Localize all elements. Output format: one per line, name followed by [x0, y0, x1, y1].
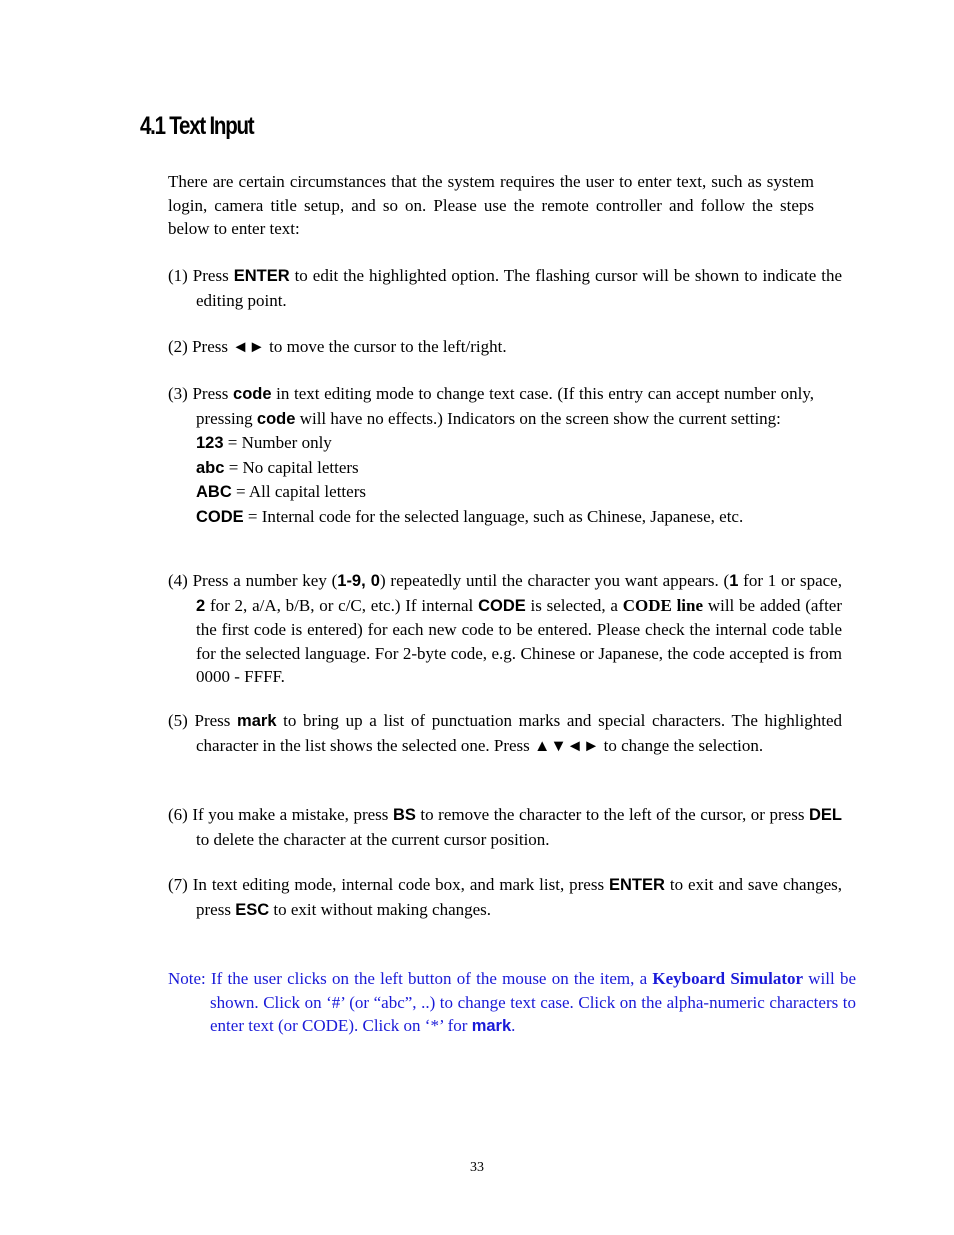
step-4: (4) Press a number key (1-9, 0) repeatedly until the character you want appears. (1 for 1 or space, 2 for 2, a/A, b/B, or c/C, etc.) If internal CODE is selected, a CODE line will be added (after the first code is entered) for each new code to be entered. Please check the internal code table for the selected language. For 2-byte code, e.g. Chinese or Japanese, the code accepted is from 0000 - FFFF. — [168, 571, 843, 686]
intro-paragraph: There are certain circumstances that the system requires the user to enter text, such as system login, camera title setup, and so on. Please use the remote controller and follow the steps below to enter text: — [168, 172, 814, 238]
mode-abc: abc = No capital letters — [196, 457, 359, 477]
mode-123: 123 = Number only — [196, 433, 332, 452]
key-del: DEL — [809, 806, 842, 824]
key-bs: BS — [392, 806, 416, 824]
key-code: code — [256, 409, 296, 428]
key-code: code — [233, 385, 272, 403]
mode-ABC: ABC = All capital letters — [196, 482, 366, 501]
key-enter: ENTER — [233, 267, 290, 285]
note-paragraph: Note: If the user clicks on the left button of the mouse on the item, a Keyboard Simulator will be shown. Click on ‘#’ (or “abc”, ..) to change text case. Click on the alpha-numeric characters to enter text (or CODE). Click on ‘*’ for mark. — [168, 969, 856, 1035]
mode-code: CODE = Internal code for the selected language, such as Chinese, Japanese, etc. — [196, 506, 744, 526]
step-6: (6) If you make a mistake, press BS to remove the character to the left of the cursor, or press DEL to delete the character at the current cursor position. — [168, 805, 842, 849]
left-right-arrow-icon: ◄► — [232, 338, 265, 356]
step-5: (5) Press mark to bring up a list of punctuation marks and special characters. The highlighted character in the list shows the selected one. Press ▲▼◄► to change the selection. — [168, 711, 842, 755]
page-number: 33 — [470, 1160, 484, 1175]
key-mark: mark — [237, 712, 277, 730]
step-3: (3) Press code in text editing mode to change text case. (If this entry can accept number only, pressing code will have no effects.) Indicators on the screen show the current setting: 123 = Number only abc = No capital letters ABC = All capital letters CODE = Internal code for the selected language, such as Chinese, Japanese, etc. — [168, 382, 814, 529]
key-esc: ESC — [235, 900, 270, 919]
step-7: (7) In text editing mode, internal code box, and mark list, press ENTER to exit and save changes, press ESC to exit without making changes. — [168, 875, 843, 919]
step-1: (1) Press ENTER to edit the highlighted option. The flashing cursor will be shown to indicate the editing point. — [168, 266, 842, 310]
key-enter: ENTER — [609, 876, 665, 894]
section-heading: 4.1 Text Input — [140, 112, 254, 140]
step-2: (2) Press ◄► to move the cursor to the left/right. — [168, 337, 507, 356]
arrow-keys-icon: ▲▼◄► — [534, 736, 600, 755]
